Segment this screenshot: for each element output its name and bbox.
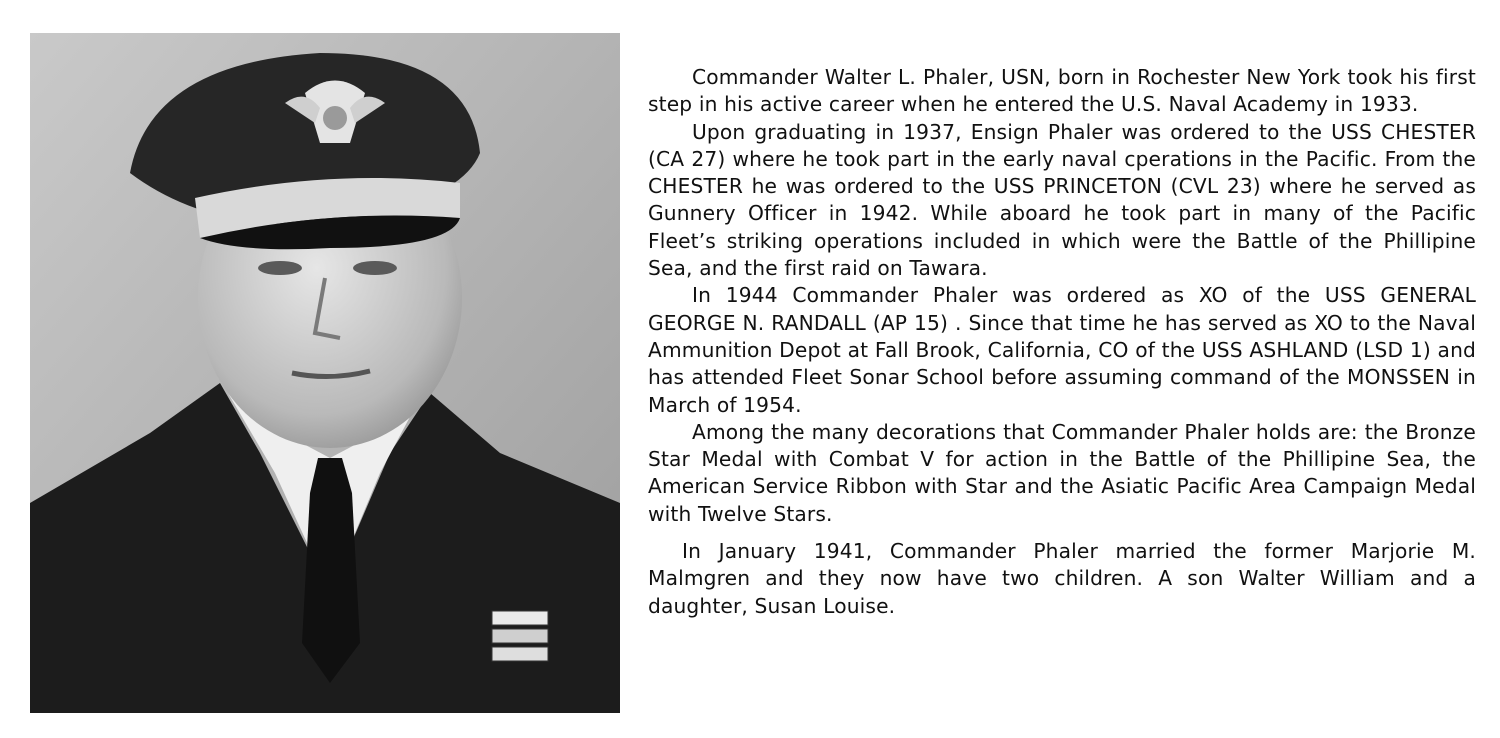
bio-paragraph: Among the many decorations that Commander Phaler holds are: the Bronze Star Medal with Combat V for action in the Battle of the Phillipine Sea, the American Service Ribbon with Star and the Asiatic Pacific Area Campaign Medal with Twelve Stars. — [648, 419, 1476, 526]
bio-paragraph: Upon graduating in 1937, Ensign Phaler was ordered to the USS CHESTER (CA 27) where he took part in the early naval cperations in the Pacific. From the CHESTER he was ordered to the USS PRINCETON (CVL 23) where he served as Gunnery Officer in 1942. While aboard he took part in many of the Pacific Fleet’s striking operations included in which were the Battle of the Phillipine Sea, and the first raid on Tawara. — [648, 119, 1476, 281]
necktie — [302, 458, 360, 683]
portrait-photo — [30, 33, 620, 713]
right-eye — [353, 261, 397, 275]
ribbon-bars — [492, 611, 548, 661]
bio-paragraph: In January 1941, Commander Phaler married the former Marjorie M. Malmgren and they now have two children. A son Walter William and a daughter, Susan Louise. — [648, 539, 1476, 618]
bio-paragraph: Commander Walter L. Phaler, USN, born in Rochester New York took his first step in his active career when he entered the U.S. Naval Academy in 1933. — [648, 65, 1476, 117]
portrait-illustration — [30, 33, 620, 713]
left-eye — [258, 261, 302, 275]
bio-paragraph: In 1944 Commander Phaler was ordered as XO of the USS GENERAL GEORGE N. RANDALL (AP 15) . Since that time he has served as XO to the Naval Ammunition Depot at Fall Brook, California, CO of the USS ASHLAND (LSD 1) and has attended Fleet Sonar School before assuming command of the MONSSEN in March of 1954. — [648, 283, 1476, 417]
biography-text — [648, 64, 1476, 620]
